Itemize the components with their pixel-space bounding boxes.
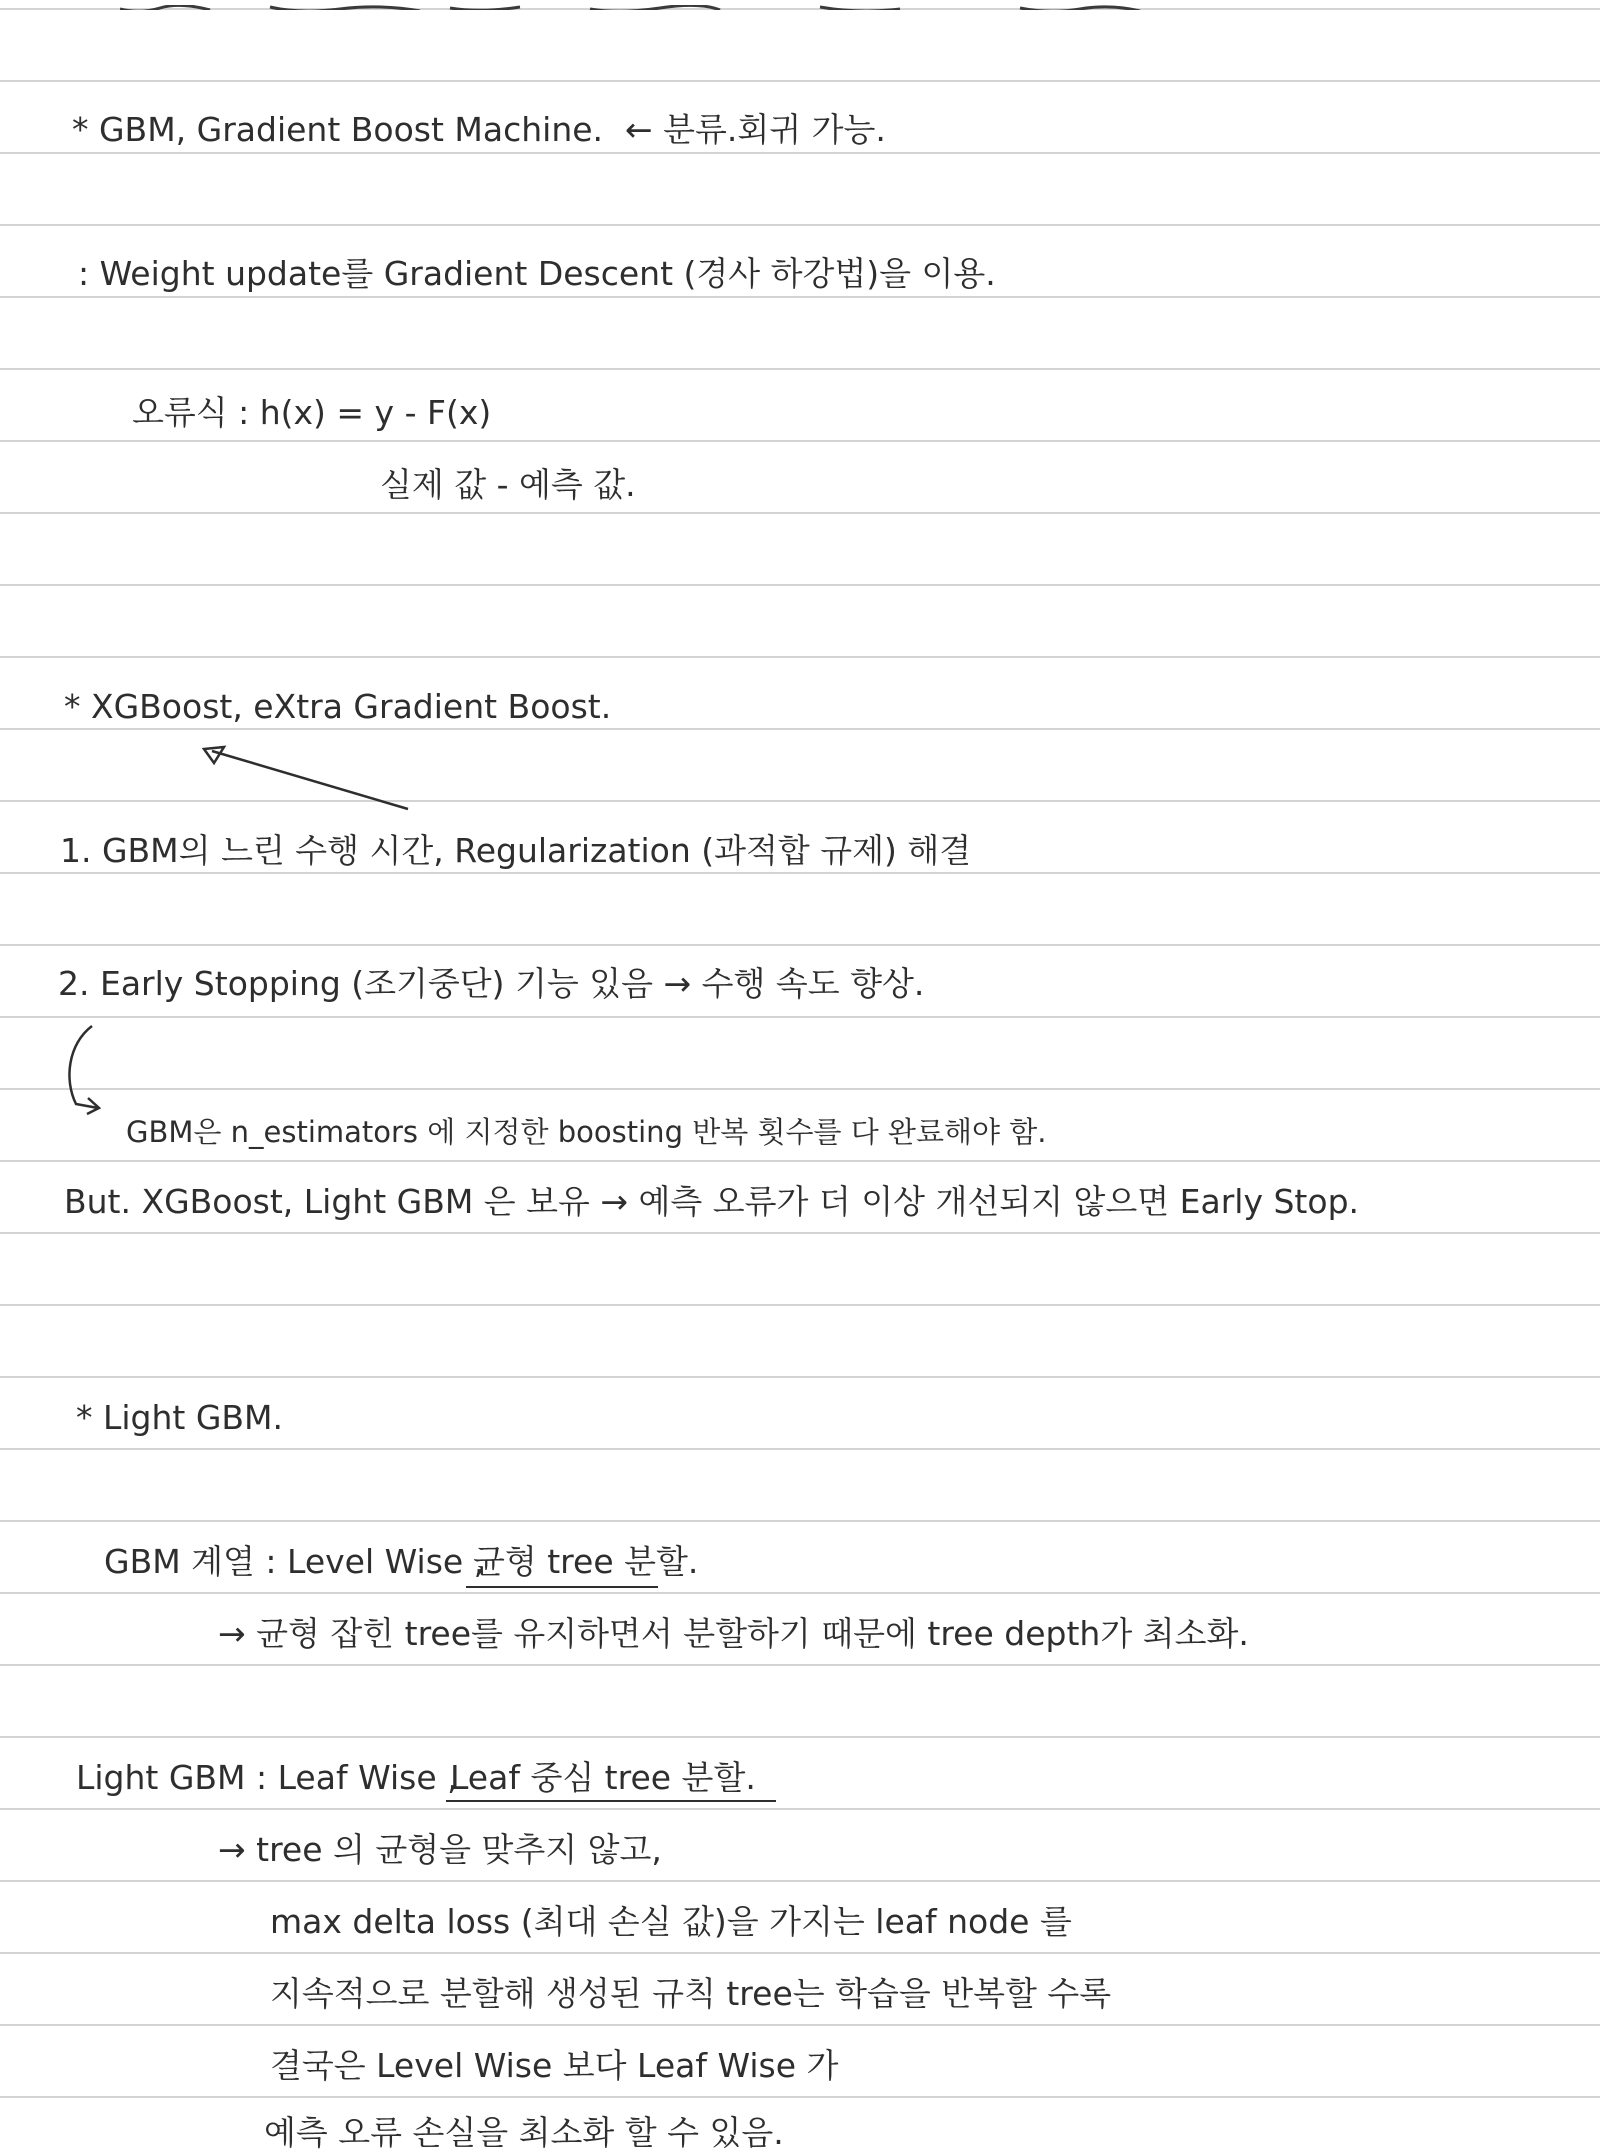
gbm-weight-update: : Weight update를 Gradient Descent (경사 하강법)을 이용. [78, 254, 996, 293]
gbm-family-prefix: GBM 계열 : Level Wise , [104, 1542, 485, 1581]
ruled-line [0, 1088, 1600, 1090]
ruled-line [0, 296, 1600, 298]
ruled-line [0, 1664, 1600, 1666]
ruled-line [0, 1160, 1600, 1162]
xgboost-heading: * XGBoost, eXtra Gradient Boost. [64, 687, 612, 726]
lightgbm-line-5: 예측 오류 손실을 최소화 할 수 있음. [264, 2113, 784, 2152]
ruled-line [0, 1952, 1600, 1954]
ruled-line [0, 1520, 1600, 1522]
xgboost-point-2: 2. Early Stopping (조기중단) 기능 있음 → 수행 속도 향상. [58, 964, 925, 1003]
lightgbm-line-4: 결국은 Level Wise 보다 Leaf Wise 가 [270, 2046, 839, 2085]
ruled-line [0, 1232, 1600, 1234]
gbm-family-result: → 균형 잡힌 tree를 유지하면서 분할하기 때문에 tree depth가 최소화. [218, 1614, 1249, 1653]
ruled-line [0, 1592, 1600, 1594]
curved-arrow-icon [58, 1022, 106, 1114]
ruled-line [0, 1880, 1600, 1882]
ruled-line [0, 152, 1600, 154]
ruled-line [0, 1448, 1600, 1450]
ruled-line [0, 944, 1600, 946]
ruled-line [0, 368, 1600, 370]
lightgbm-heading: * Light GBM. [76, 1398, 284, 1437]
top-cropped-scribble [120, 0, 1150, 10]
cropped-handwriting-icon [120, 5, 1150, 10]
ruled-line [0, 224, 1600, 226]
ruled-line [0, 80, 1600, 82]
pointer-arrow-icon [200, 745, 420, 815]
ruled-line [0, 728, 1600, 730]
ruled-line [0, 584, 1600, 586]
gbm-heading-note: ← 분류.회귀 가능. [625, 110, 886, 149]
gbm-family-underlined: 균형 tree 분할. [473, 1542, 699, 1581]
but-early-stop-note: But. XGBoost, Light GBM 은 보유 → 예측 오류가 더 이상 개선되지 않으면 Early Stop. [64, 1182, 1360, 1221]
gbm-n-estimators-note: GBM은 n_estimators 에 지정한 boosting 반복 횟수를 다 완료해야 함. [126, 1115, 1047, 1149]
gbm-error-description: 실제 값 - 예측 값. [380, 465, 636, 504]
ruled-line [0, 512, 1600, 514]
xgboost-point-1: 1. GBM의 느린 수행 시간, Regularization (과적합 규제) 해결 [60, 831, 972, 870]
ruled-line [0, 2024, 1600, 2026]
ruled-line [0, 1016, 1600, 1018]
underline-mark [446, 1800, 776, 1802]
ruled-line [0, 656, 1600, 658]
underline-mark [466, 1586, 658, 1588]
ruled-line [0, 1808, 1600, 1810]
ruled-line [0, 2096, 1600, 2098]
ruled-line [0, 1376, 1600, 1378]
ruled-line [0, 1304, 1600, 1306]
ruled-line [0, 872, 1600, 874]
ruled-line [0, 440, 1600, 442]
lightgbm-line-3: 지속적으로 분할해 생성된 규칙 tree는 학습을 반복할 수록 [270, 1974, 1112, 2013]
ruled-line [0, 1736, 1600, 1738]
lightgbm-underlined: Leaf 중심 tree 분할. [450, 1758, 756, 1797]
gbm-error-formula: 오류식 : h(x) = y - F(x) [132, 393, 492, 432]
lightgbm-line-1: → tree 의 균형을 맞추지 않고, [218, 1830, 662, 1869]
lightgbm-prefix: Light GBM : Leaf Wise , [76, 1758, 458, 1797]
gbm-heading: * GBM, Gradient Boost Machine. [72, 110, 604, 149]
lightgbm-line-2: max delta loss (최대 손실 값)을 가지는 leaf node 를 [270, 1902, 1072, 1941]
